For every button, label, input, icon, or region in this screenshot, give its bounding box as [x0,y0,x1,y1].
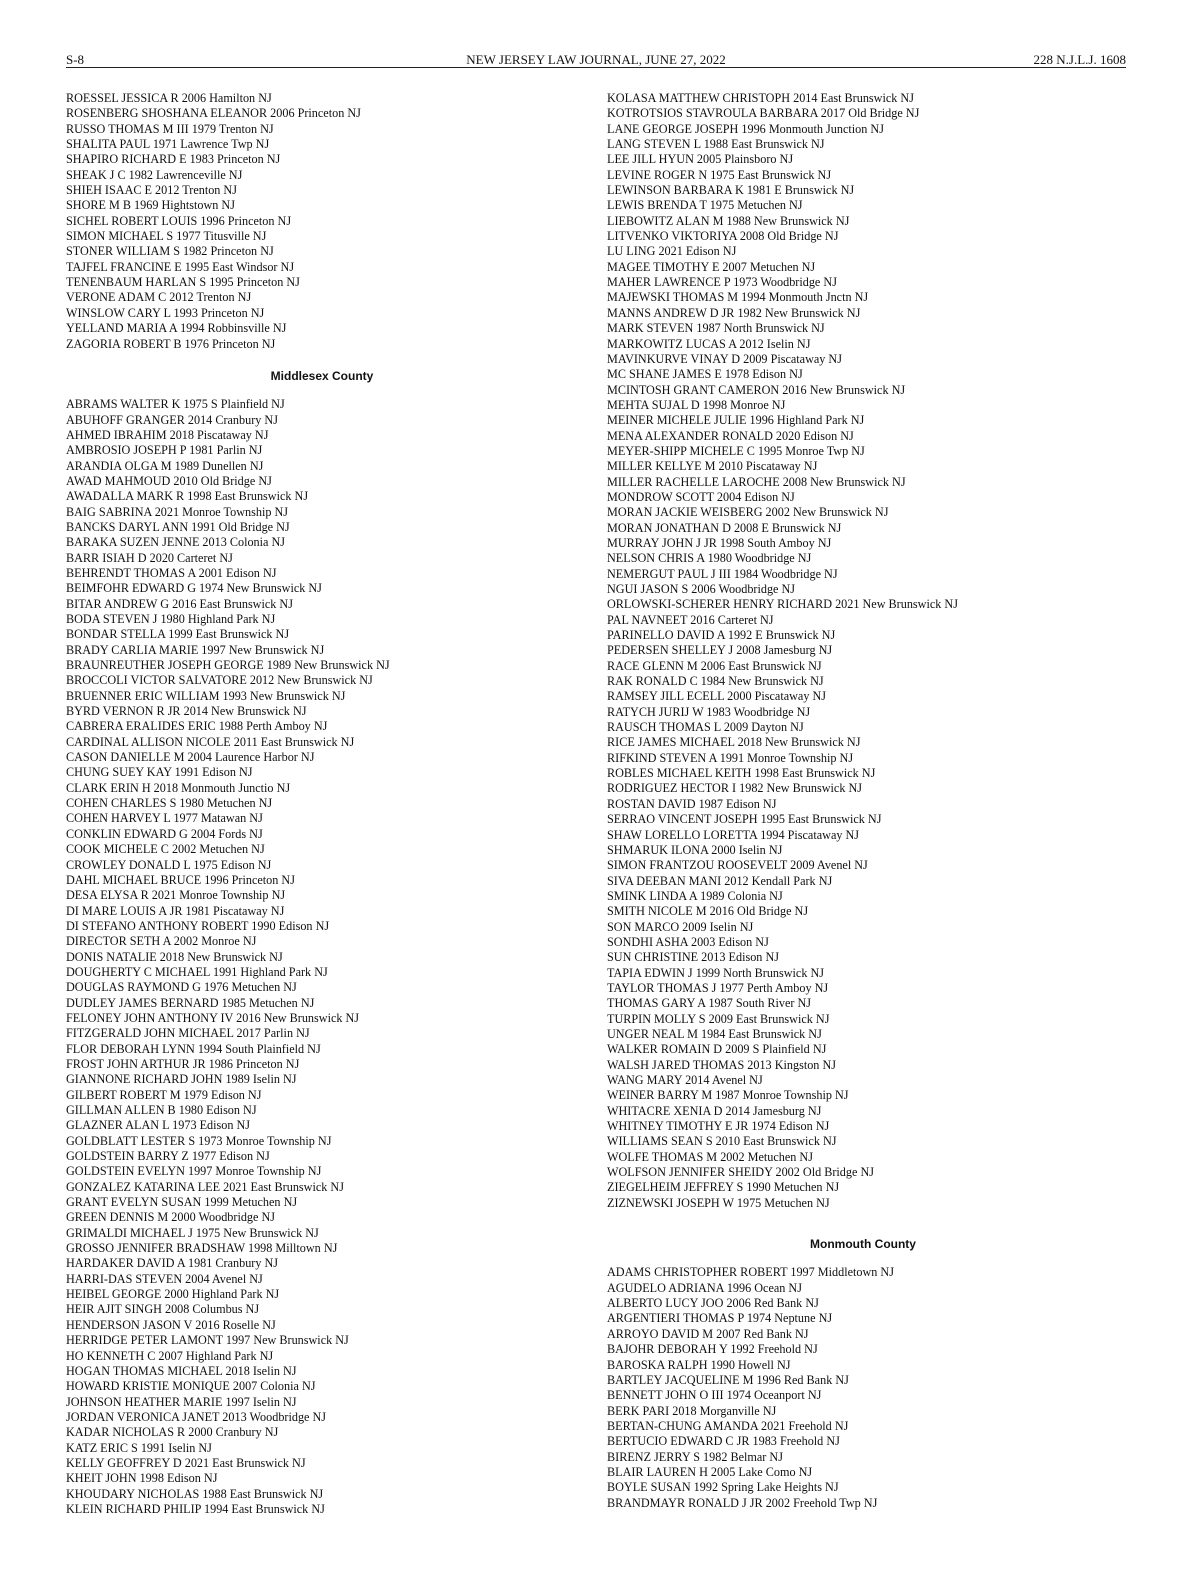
attorney-entry: BAIG SABRINA 2021 Monroe Township NJ [66,504,289,519]
attorney-entry: MAHER LAWRENCE P 1973 Woodbridge NJ [607,275,837,290]
attorney-entry: BRUENNER ERIC WILLIAM 1993 New Brunswick NJ [66,688,346,703]
attorney-entry: NGUI JASON S 2006 Woodbridge NJ [607,582,796,596]
attorney-entry: YELLAND MARIA A 1994 Robbinsville NJ [66,321,287,336]
attorney-entry: LEWIS BRENDA T 1975 Metuchen NJ [607,198,803,213]
attorney-entry: BARTLEY JACQUELINE M 1996 Red Bank NJ [607,1372,849,1387]
attorney-entry: BYRD VERNON R JR 2014 New Brunswick NJ [66,704,307,719]
attorney-entry: RAUSCH THOMAS L 2009 Dayton NJ [607,720,804,735]
attorney-entry: BENNETT JOHN O III 1974 Oceanport NJ [607,1388,822,1403]
attorney-entry: SHORE M B 1969 Hightstown NJ [66,198,235,213]
attorney-entry: BEIMFOHR EDWARD G 1974 New Brunswick NJ [66,581,322,596]
attorney-entry: KELLY GEOFFREY D 2021 East Brunswick NJ [66,1455,306,1470]
attorney-entry: BEHRENDT THOMAS A 2001 Edison NJ [66,565,277,580]
attorney-entry: COHEN CHARLES S 1980 Metuchen NJ [66,796,273,811]
attorney-entry: PARINELLO DAVID A 1992 E Brunswick NJ [607,628,836,643]
attorney-entry: KOTROTSIOS STAVROULA BARBARA 2017 Old Bridge NJ [607,106,920,121]
attorney-entry: WALSH JARED THOMAS 2013 Kingston NJ [607,1057,836,1072]
section-heading-middlesex: Middlesex County [270,368,374,383]
attorney-entry: ORLOWSKI-SCHERER HENRY RICHARD 2021 New Brunswick NJ [607,597,958,612]
attorney-entry: DOUGLAS RAYMOND G 1976 Metuchen NJ [66,980,297,995]
attorney-entry: TURPIN MOLLY S 2009 East Brunswick NJ [607,1011,830,1026]
left-top-list [66,91,586,352]
right-column [607,91,1147,1511]
attorney-entry: MEHTA SUJAL D 1998 Monroe NJ [607,397,786,412]
attorney-entry: HEIR AJIT SINGH 2008 Columbus NJ [66,1302,260,1317]
attorney-entry: PAL NAVNEET 2016 Carteret NJ [607,612,774,627]
attorney-entry: AHMED IBRAHIM 2018 Piscataway NJ [66,427,269,442]
attorney-entry: RAK RONALD C 1984 New Brunswick NJ [607,674,824,689]
attorney-entry: DOUGHERTY C MICHAEL 1991 Highland Park NJ [66,964,328,979]
attorney-entry: LANG STEVEN L 1988 East Brunswick NJ [607,137,825,152]
attorney-entry: BRADY CARLIA MARIE 1997 New Brunswick NJ [66,642,325,657]
attorney-entry: WANG MARY 2014 Avenel NJ [607,1073,763,1087]
attorney-entry: ZIEGELHEIM JEFFREY S 1990 Metuchen NJ [607,1180,840,1195]
attorney-entry: ARROYO DAVID M 2007 Red Bank NJ [607,1326,809,1341]
attorney-entry: MAJEWSKI THOMAS M 1994 Monmouth Jnctn NJ [607,290,869,305]
page-number: S-8 [66,52,85,67]
attorney-entry: SHALITA PAUL 1971 Lawrence Twp NJ [66,137,270,152]
attorney-entry: WHITACRE XENIA D 2014 Jamesburg NJ [607,1103,822,1118]
attorney-entry: GOLDSTEIN EVELYN 1997 Monroe Township NJ [66,1164,322,1179]
attorney-entry: BANCKS DARYL ANN 1991 Old Bridge NJ [66,519,290,534]
attorney-entry: HEIBEL GEORGE 2000 Highland Park NJ [66,1287,280,1302]
attorney-entry: WILLIAMS SEAN S 2010 East Brunswick NJ [607,1134,837,1149]
attorney-entry: ABUHOFF GRANGER 2014 Cranbury NJ [66,412,278,427]
attorney-entry: MENA ALEXANDER RONALD 2020 Edison NJ [607,428,854,443]
attorney-entry: DAHL MICHAEL BRUCE 1996 Princeton NJ [66,872,295,887]
attorney-entry: ROSENBERG SHOSHANA ELEANOR 2006 Princeton NJ [66,106,361,121]
attorney-entry: HO KENNETH C 2007 Highland Park NJ [66,1348,274,1363]
attorney-entry: SHEAK J C 1982 Lawrenceville NJ [66,167,243,182]
attorney-entry: MARK STEVEN 1987 North Brunswick NJ [607,321,825,336]
attorney-entry: UNGER NEAL M 1984 East Brunswick NJ [607,1026,822,1041]
attorney-entry: SIMON FRANTZOU ROOSEVELT 2009 Avenel NJ [607,858,868,873]
attorney-entry: SUN CHRISTINE 2013 Edison NJ [607,950,779,965]
attorney-entry: BLAIR LAUREN H 2005 Lake Como NJ [607,1464,813,1479]
attorney-entry: CONKLIN EDWARD G 2004 Fords NJ [66,826,263,841]
attorney-entry: MANNS ANDREW D JR 1982 New Brunswick NJ [607,305,861,320]
attorney-entry: RAMSEY JILL ECELL 2000 Piscataway NJ [607,689,827,704]
attorney-entry: AMBROSIO JOSEPH P 1981 Parlin NJ [66,443,263,458]
attorney-entry: JORDAN VERONICA JANET 2013 Woodbridge NJ [66,1409,327,1424]
attorney-entry: ARANDIA OLGA M 1989 Dunellen NJ [66,458,264,473]
attorney-entry: RACE GLENN M 2006 East Brunswick NJ [607,658,822,673]
attorney-entry: TAPIA EDWIN J 1999 North Brunswick NJ [607,965,825,980]
attorney-entry: RIFKIND STEVEN A 1991 Monroe Township NJ [607,750,854,765]
attorney-entry: DESA ELYSA R 2021 Monroe Township NJ [66,888,286,903]
attorney-entry: MARKOWITZ LUCAS A 2012 Iselin NJ [607,336,811,351]
attorney-entry: BITAR ANDREW G 2016 East Brunswick NJ [66,596,293,611]
attorney-entry: KADAR NICHOLAS R 2000 Cranbury NJ [66,1425,279,1440]
attorney-entry: WOLFSON JENNIFER SHEIDY 2002 Old Bridge NJ [607,1165,874,1180]
attorney-entry: BONDAR STELLA 1999 East Brunswick NJ [66,627,290,642]
section-heading-monmouth: Monmouth County [810,1237,916,1252]
attorney-entry: PEDERSEN SHELLEY J 2008 Jamesburg NJ [607,643,833,658]
attorney-entry: BRANDMAYR RONALD J JR 2002 Freehold Twp NJ [607,1495,878,1510]
attorney-entry: LEWINSON BARBARA K 1981 E Brunswick NJ [607,183,855,198]
attorney-entry: ABRAMS WALTER K 1975 S Plainfield NJ [66,397,285,412]
attorney-entry: WHITNEY TIMOTHY E JR 1974 Edison NJ [607,1119,830,1134]
left-column [66,91,586,1517]
attorney-entry: BIRENZ JERRY S 1982 Belmar NJ [607,1449,783,1464]
monmouth-list [607,1265,1147,1511]
attorney-entry: HARRI-DAS STEVEN 2004 Avenel NJ [66,1271,263,1286]
attorney-entry: MILLER KELLYE M 2010 Piscataway NJ [607,459,818,474]
attorney-entry: SHIEH ISAAC E 2012 Trenton NJ [66,183,237,198]
attorney-entry: COOK MICHELE C 2002 Metuchen NJ [66,842,265,857]
attorney-entry: RATYCH JURIJ W 1983 Woodbridge NJ [607,704,811,719]
attorney-entry: GILBERT ROBERT M 1979 Edison NJ [66,1087,262,1102]
attorney-entry: JOHNSON HEATHER MARIE 1997 Iselin NJ [66,1394,297,1409]
attorney-entry: SMINK LINDA A 1989 Colonia NJ [607,888,783,903]
attorney-entry: GONZALEZ KATARINA LEE 2021 East Brunswick NJ [66,1179,344,1194]
attorney-entry: BARR ISIAH D 2020 Carteret NJ [66,550,233,565]
attorney-entry: LIEBOWITZ ALAN M 1988 New Brunswick NJ [607,213,850,228]
attorney-entry: WINSLOW CARY L 1993 Princeton NJ [66,305,265,320]
attorney-entry: BODA STEVEN J 1980 Highland Park NJ [66,612,276,626]
attorney-entry: GILLMAN ALLEN B 1980 Edison NJ [66,1103,257,1117]
attorney-entry: FITZGERALD JOHN MICHAEL 2017 Parlin NJ [66,1026,310,1041]
attorney-entry: KHOUDARY NICHOLAS 1988 East Brunswick NJ [66,1486,324,1501]
attorney-entry: HOGAN THOMAS MICHAEL 2018 Iselin NJ [66,1363,297,1378]
attorney-entry: BERTAN-CHUNG AMANDA 2021 Freehold NJ [607,1418,849,1433]
attorney-entry: MURRAY JOHN J JR 1998 South Amboy NJ [607,535,832,550]
attorney-entry: NEMERGUT PAUL J III 1984 Woodbridge NJ [607,566,838,581]
attorney-entry: CROWLEY DONALD L 1975 Edison NJ [66,857,272,872]
attorney-entry: MORAN JACKIE WEISBERG 2002 New Brunswick NJ [607,505,889,520]
right-top-list [607,91,1147,1211]
attorney-entry: FROST JOHN ARTHUR JR 1986 Princeton NJ [66,1056,300,1071]
attorney-entry: TAJFEL FRANCINE E 1995 East Windsor NJ [66,259,295,274]
attorney-entry: AWADALLA MARK R 1998 East Brunswick NJ [66,489,309,504]
attorney-entry: LU LING 2021 Edison NJ [607,244,737,259]
attorney-entry: DI STEFANO ANTHONY ROBERT 1990 Edison NJ [66,918,330,933]
attorney-entry: BROCCOLI VICTOR SALVATORE 2012 New Brunswick NJ [66,673,373,688]
attorney-entry: VERONE ADAM C 2012 Trenton NJ [66,290,252,305]
attorney-entry: GRIMALDI MICHAEL J 1975 New Brunswick NJ [66,1225,319,1240]
attorney-entry: KOLASA MATTHEW CHRISTOPH 2014 East Brunswick NJ [607,91,914,105]
attorney-entry: KLEIN RICHARD PHILIP 1994 East Brunswick NJ [66,1501,325,1516]
attorney-entry: KHEIT JOHN 1998 Edison NJ [66,1471,218,1486]
attorney-entry: GLAZNER ALAN L 1973 Edison NJ [66,1118,251,1133]
attorney-entry: HENDERSON JASON V 2016 Roselle NJ [66,1317,276,1332]
publication-title: NEW JERSEY LAW JOURNAL, JUNE 27, 2022 [466,52,726,67]
header-rule [66,67,1126,68]
attorney-entry: GOLDSTEIN BARRY Z 1977 Edison NJ [66,1149,270,1164]
attorney-entry: ROBLES MICHAEL KEITH 1998 East Brunswick NJ [607,766,876,781]
attorney-entry: CABRERA ERALIDES ERIC 1988 Perth Amboy NJ [66,719,328,734]
attorney-entry: RODRIGUEZ HECTOR I 1982 New Brunswick NJ [607,781,863,796]
attorney-entry: WOLFE THOMAS M 2002 Metuchen NJ [607,1149,813,1164]
attorney-entry: ADAMS CHRISTOPHER ROBERT 1997 Middletown NJ [607,1265,894,1280]
attorney-entry: MORAN JONATHAN D 2008 E Brunswick NJ [607,520,842,535]
attorney-entry: SON MARCO 2009 Iselin NJ [607,919,754,934]
attorney-entry: BERK PARI 2018 Morganville NJ [607,1403,777,1418]
attorney-entry: HOWARD KRISTIE MONIQUE 2007 Colonia NJ [66,1379,316,1394]
attorney-entry: LANE GEORGE JOSEPH 1996 Monmouth Junction NJ [607,121,884,136]
attorney-entry: ARGENTIERI THOMAS P 1974 Neptune NJ [607,1311,833,1326]
attorney-entry: ROSTAN DAVID 1987 Edison NJ [607,796,777,811]
attorney-entry: ALBERTO LUCY JOO 2006 Red Bank NJ [607,1296,819,1311]
attorney-entry: BAROSKA RALPH 1990 Howell NJ [607,1357,791,1372]
attorney-entry: HARDAKER DAVID A 1981 Cranbury NJ [66,1256,279,1271]
attorney-entry: MONDROW SCOTT 2004 Edison NJ [607,489,795,504]
attorney-entry: MCINTOSH GRANT CAMERON 2016 New Brunswick NJ [607,382,906,397]
attorney-entry: COHEN HARVEY L 1977 Matawan NJ [66,811,263,826]
attorney-entry: SERRAO VINCENT JOSEPH 1995 East Brunswick NJ [607,812,882,827]
attorney-entry: RICE JAMES MICHAEL 2018 New Brunswick NJ [607,735,861,750]
page-header [66,52,1126,68]
attorney-entry: BARAKA SUZEN JENNE 2013 Colonia NJ [66,535,286,550]
attorney-entry: SIVA DEEBAN MANI 2012 Kendall Park NJ [607,873,833,888]
attorney-entry: SHAPIRO RICHARD E 1983 Princeton NJ [66,152,281,167]
attorney-entry: MEYER-SHIPP MICHELE C 1995 Monroe Twp NJ [607,443,865,458]
attorney-entry: GREEN DENNIS M 2000 Woodbridge NJ [66,1210,276,1225]
attorney-entry: CARDINAL ALLISON NICOLE 2011 East Brunswick NJ [66,734,355,749]
attorney-entry: MILLER RACHELLE LAROCHE 2008 New Brunswick NJ [607,474,906,489]
attorney-entry: BAJOHR DEBORAH Y 1992 Freehold NJ [607,1342,818,1357]
attorney-entry: WALKER ROMAIN D 2009 S Plainfield NJ [607,1042,827,1057]
attorney-entry: TENENBAUM HARLAN S 1995 Princeton NJ [66,275,300,290]
attorney-entry: GOLDBLATT LESTER S 1973 Monroe Township NJ [66,1133,332,1148]
attorney-entry: BOYLE SUSAN 1992 Spring Lake Heights NJ [607,1480,839,1495]
attorney-entry: LEE JILL HYUN 2005 Plainsboro NJ [607,152,794,167]
attorney-entry: BRAUNREUTHER JOSEPH GEORGE 1989 New Brunswick NJ [66,658,390,673]
middlesex-list [66,397,586,1517]
attorney-entry: KATZ ERIC S 1991 Iselin NJ [66,1440,212,1455]
attorney-entry: FLOR DEBORAH LYNN 1994 South Plainfield NJ [66,1041,321,1056]
attorney-entry: SMITH NICOLE M 2016 Old Bridge NJ [607,904,809,919]
attorney-entry: NELSON CHRIS A 1980 Woodbridge NJ [607,551,812,566]
attorney-entry: CLARK ERIN H 2018 Monmouth Junctio NJ [66,780,291,795]
attorney-entry: SHMARUK ILONA 2000 Iselin NJ [607,842,783,857]
attorney-entry: LITVENKO VIKTORIYA 2008 Old Bridge NJ [607,229,839,244]
attorney-entry: CHUNG SUEY KAY 1991 Edison NJ [66,765,253,780]
attorney-entry: FELONEY JOHN ANTHONY IV 2016 New Brunswick NJ [66,1010,360,1025]
attorney-entry: MEINER MICHELE JULIE 1996 Highland Park NJ [607,413,865,428]
attorney-entry: SHAW LORELLO LORETTA 1994 Piscataway NJ [607,827,860,842]
attorney-entry: MAGEE TIMOTHY E 2007 Metuchen NJ [607,259,816,274]
attorney-entry: SONDHI ASHA 2003 Edison NJ [607,934,769,949]
attorney-entry: STONER WILLIAM S 1982 Princeton NJ [66,244,274,259]
attorney-entry: DIRECTOR SETH A 2002 Monroe NJ [66,934,257,949]
attorney-entry: ZIZNEWSKI JOSEPH W 1975 Metuchen NJ [607,1195,830,1210]
attorney-entry: SIMON MICHAEL S 1977 Titusville NJ [66,229,267,244]
attorney-entry: TAYLOR THOMAS J 1977 Perth Amboy NJ [607,980,829,995]
attorney-entry: GROSSO JENNIFER BRADSHAW 1998 Milltown NJ [66,1241,338,1256]
attorney-entry: WEINER BARRY M 1987 Monroe Township NJ [607,1088,849,1103]
attorney-entry: SICHEL ROBERT LOUIS 1996 Princeton NJ [66,213,292,228]
attorney-entry: THOMAS GARY A 1987 South River NJ [607,996,812,1011]
attorney-entry: RUSSO THOMAS M III 1979 Trenton NJ [66,121,274,136]
attorney-entry: LEVINE ROGER N 1975 East Brunswick NJ [607,167,832,182]
attorney-entry: BERTUCIO EDWARD C JR 1983 Freehold NJ [607,1434,840,1449]
attorney-entry: ZAGORIA ROBERT B 1976 Princeton NJ [66,336,276,351]
attorney-entry: DONIS NATALIE 2018 New Brunswick NJ [66,949,283,964]
attorney-entry: AWAD MAHMOUD 2010 Old Bridge NJ [66,473,272,488]
citation: 228 N.J.L.J. 1608 [1033,52,1126,67]
attorney-entry: HERRIDGE PETER LAMONT 1997 New Brunswick NJ [66,1333,349,1348]
attorney-entry: DI MARE LOUIS A JR 1981 Piscataway NJ [66,903,285,918]
attorney-entry: MAVINKURVE VINAY D 2009 Piscataway NJ [607,351,842,366]
attorney-entry: DUDLEY JAMES BERNARD 1985 Metuchen NJ [66,995,315,1010]
attorney-entry: GIANNONE RICHARD JOHN 1989 Iselin NJ [66,1072,297,1087]
attorney-entry: AGUDELO ADRIANA 1996 Ocean NJ [607,1280,802,1295]
attorney-entry: ROESSEL JESSICA R 2006 Hamilton NJ [66,91,272,105]
attorney-entry: GRANT EVELYN SUSAN 1999 Metuchen NJ [66,1195,298,1210]
attorney-entry: MC SHANE JAMES E 1978 Edison NJ [607,367,803,382]
attorney-entry: CASON DANIELLE M 2004 Laurence Harbor NJ [66,750,315,765]
